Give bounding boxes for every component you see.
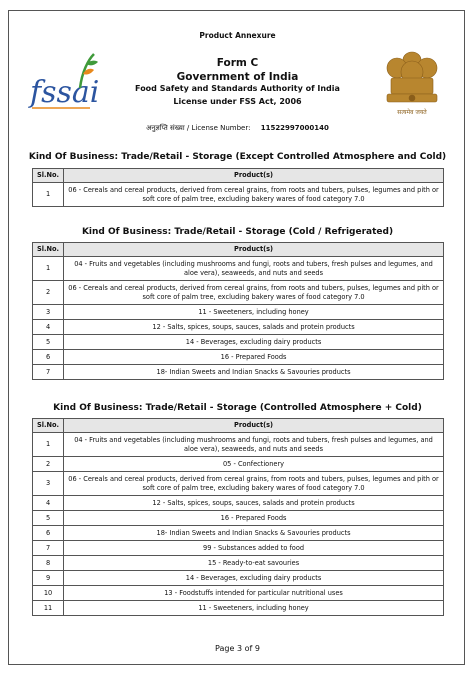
sl-cell: 3 (33, 472, 64, 496)
sl-cell: 6 (33, 526, 64, 541)
license-line (0, 124, 475, 133)
product-table (32, 168, 444, 207)
sl-cell: 6 (33, 350, 64, 365)
sl-cell: 3 (33, 305, 64, 320)
sl-cell: 4 (33, 496, 64, 511)
col-product-header: Product(s) (64, 419, 444, 433)
table-row (33, 511, 444, 526)
section-title: Kind Of Business: Trade/Retail - Storage (Cold / Refrigerated) (81, 227, 394, 237)
product-cell: 06 - Cereals and cereal products, derived from cereal grains, from roots and tubers, pulses, legumes and pith or soft core of palm tree, excluding bakery wares of food category 7.0 (64, 183, 444, 207)
section-title: Kind Of Business: Trade/Retail - Storage (Controlled Atmosphere + Cold) (53, 403, 422, 413)
sl-cell: 5 (33, 335, 64, 350)
sl-cell: 7 (33, 541, 64, 556)
product-cell: 99 - Substances added to food (64, 541, 444, 556)
page-number: Page 3 of 9 (215, 644, 260, 653)
product-cell: 12 - Salts, spices, soups, sauces, salads and protein products (64, 496, 444, 511)
product-cell: 16 - Prepared Foods (64, 511, 444, 526)
table-header-row (33, 419, 444, 433)
table-row (33, 433, 444, 457)
sl-cell: 10 (33, 586, 64, 601)
table-row (33, 586, 444, 601)
col-sl-header: Sl.No. (33, 243, 64, 257)
table-row (33, 183, 444, 207)
table-header-row (33, 243, 444, 257)
form-title: Form C (216, 57, 259, 69)
product-table (32, 418, 444, 616)
sl-cell: 7 (33, 365, 64, 380)
product-cell: 11 - Sweeteners, including honey (64, 601, 444, 616)
table-row (33, 526, 444, 541)
table-row (33, 281, 444, 305)
table-row (33, 457, 444, 472)
license-label: अनुज्ञप्ति संख्या / License Number: (146, 124, 251, 132)
col-product-header: Product(s) (64, 169, 444, 183)
product-cell: 15 - Ready-to-eat savouries (64, 556, 444, 571)
table-row (33, 601, 444, 616)
table-row (33, 350, 444, 365)
product-cell: 12 - Salts, spices, soups, sauces, salads and protein products (64, 320, 444, 335)
product-cell: 06 - Cereals and cereal products, derived from cereal grains, from roots and tubers, pulses, legumes and pith or soft core of palm tree, excluding bakery wares of food category 7.0 (64, 472, 444, 496)
product-annexure-title: Product Annexure (199, 31, 276, 40)
table-row (33, 472, 444, 496)
section-title: Kind Of Business: Trade/Retail - Storage (Except Controlled Atmosphere and Cold) (28, 152, 447, 162)
table-row (33, 257, 444, 281)
sl-cell: 9 (33, 571, 64, 586)
product-table (32, 242, 444, 380)
product-cell: 14 - Beverages, excluding dairy products (64, 571, 444, 586)
product-cell: 11 - Sweeteners, including honey (64, 305, 444, 320)
sl-cell: 4 (33, 320, 64, 335)
product-cell: 18- Indian Sweets and Indian Snacks & Savouries products (64, 365, 444, 380)
product-cell: 13 - Foodstuffs intended for particular nutritional uses (64, 586, 444, 601)
product-cell: 14 - Beverages, excluding dairy products (64, 335, 444, 350)
table-row (33, 320, 444, 335)
product-cell: 04 - Fruits and vegetables (including mushrooms and fungi, roots and tubers, fresh pulses and legumes, and aloe vera), seaweeds, and nuts and seeds (64, 433, 444, 457)
act-title: License under FSS Act, 2006 (173, 97, 302, 106)
government-title: Government of India (176, 71, 299, 83)
sl-cell: 1 (33, 183, 64, 207)
sl-cell: 11 (33, 601, 64, 616)
col-sl-header: Sl.No. (33, 169, 64, 183)
product-cell: 04 - Fruits and vegetables (including mushrooms and fungi, roots and tubers, fresh pulses and legumes, and aloe vera), seaweeds, and nuts and seeds (64, 257, 444, 281)
table-row (33, 541, 444, 556)
emblem-motto: सत्यमेव जयते (397, 109, 427, 116)
sl-cell: 5 (33, 511, 64, 526)
table-row (33, 571, 444, 586)
product-cell: 05 - Confectionery (64, 457, 444, 472)
authority-title: Food Safety and Standards Authority of India (135, 84, 340, 93)
license-number: 11522997000140 (260, 124, 329, 132)
table-row (33, 496, 444, 511)
table-header-row (33, 169, 444, 183)
sl-cell: 2 (33, 281, 64, 305)
sl-cell: 8 (33, 556, 64, 571)
col-product-header: Product(s) (64, 243, 444, 257)
product-cell: 06 - Cereals and cereal products, derived from cereal grains, from roots and tubers, pulses, legumes and pith or soft core of palm tree, excluding bakery wares of food category 7.0 (64, 281, 444, 305)
table-row (33, 365, 444, 380)
product-cell: 16 - Prepared Foods (64, 350, 444, 365)
sl-cell: 1 (33, 257, 64, 281)
table-row (33, 556, 444, 571)
table-row (33, 335, 444, 350)
fssai-logo-text: fssai (30, 75, 100, 110)
table-row (33, 305, 444, 320)
sl-cell: 2 (33, 457, 64, 472)
sl-cell: 1 (33, 433, 64, 457)
col-sl-header: Sl.No. (33, 419, 64, 433)
product-cell: 18- Indian Sweets and Indian Snacks & Savouries products (64, 526, 444, 541)
